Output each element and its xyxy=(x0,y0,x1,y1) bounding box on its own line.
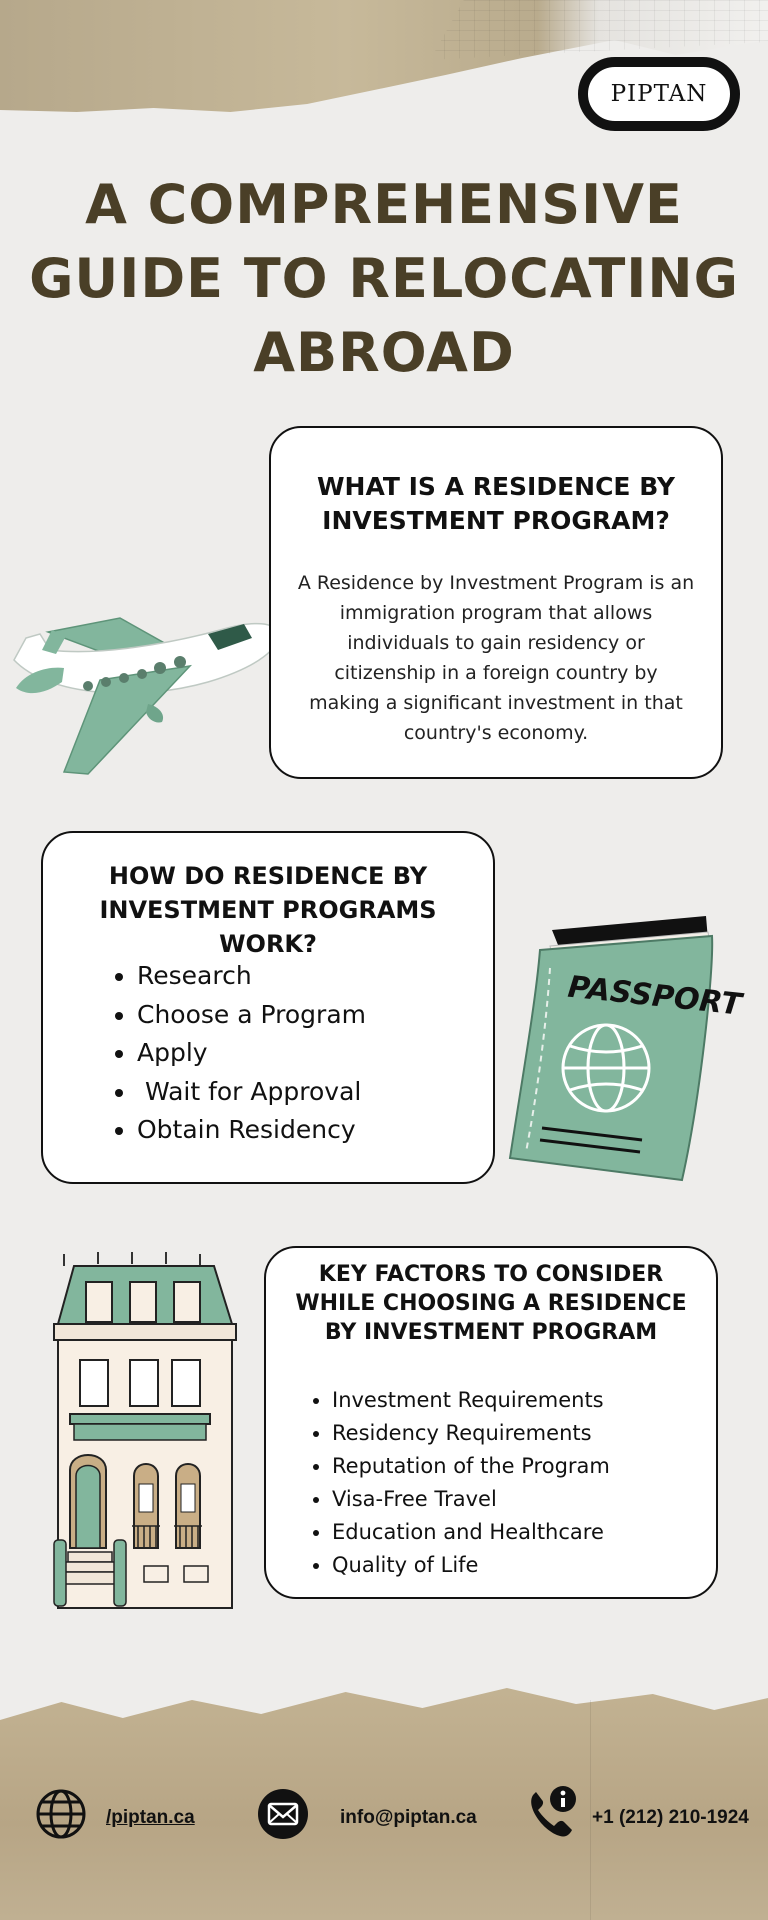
how-rbi-works-card xyxy=(41,831,495,1184)
what-is-rbi-heading: WHAT IS A RESIDENCE BY INVESTMENT PROGRAM? xyxy=(316,472,676,535)
globe-icon xyxy=(35,1788,87,1840)
list-item: • Visa-Free Travel xyxy=(332,1483,610,1516)
phone-text: +1 (212) 210-1924 xyxy=(592,1807,749,1828)
list-item: • Research xyxy=(137,957,366,996)
key-factors-card xyxy=(264,1246,718,1599)
piptan-logo xyxy=(578,57,740,131)
building-illustration xyxy=(44,1248,244,1612)
website-link[interactable]: /piptan.ca xyxy=(106,1807,195,1828)
logo-text: PIPTAN xyxy=(610,81,708,107)
list-item: • Reputation of the Program xyxy=(332,1450,610,1483)
list-item: • Education and Healthcare xyxy=(332,1516,610,1549)
steps-list xyxy=(103,957,366,1150)
list-item: • Apply xyxy=(137,1034,366,1073)
list-item: • Obtain Residency xyxy=(137,1111,366,1150)
airplane-illustration xyxy=(8,610,286,780)
list-item: • Wait for Approval xyxy=(137,1073,366,1112)
paper-fold-line xyxy=(590,1700,591,1920)
factors-list xyxy=(306,1384,610,1582)
list-item: • Residency Requirements xyxy=(332,1417,610,1450)
passport-label: PASSPORT xyxy=(566,969,744,1023)
how-rbi-works-heading: HOW DO RESIDENCE BY INVESTMENT PROGRAMS WORK? xyxy=(99,862,437,958)
list-item: • Investment Requirements xyxy=(332,1384,610,1417)
grid-paper-scrap xyxy=(430,0,768,60)
what-is-rbi-card xyxy=(269,426,723,779)
key-factors-heading: KEY FACTORS TO CONSIDER WHILE CHOOSING A RESIDENCE BY INVESTMENT PROGRAM xyxy=(295,1262,687,1345)
page-title: A COMPREHENSIVE GUIDE TO RELOCATING ABROAD xyxy=(29,173,739,384)
mail-icon xyxy=(257,1788,309,1840)
phone-info-icon xyxy=(524,1784,580,1840)
list-item: • Choose a Program xyxy=(137,996,366,1035)
what-is-rbi-body: A Residence by Investment Program is an immigration program that allows individuals to gain residency or citizenship in a foreign country by making a significant investment in that country's economy. xyxy=(297,572,695,744)
list-item: • Quality of Life xyxy=(332,1549,610,1582)
passport-illustration xyxy=(500,910,744,1190)
torn-paper-bottom xyxy=(0,1680,768,1920)
email-text: info@piptan.ca xyxy=(340,1807,477,1828)
